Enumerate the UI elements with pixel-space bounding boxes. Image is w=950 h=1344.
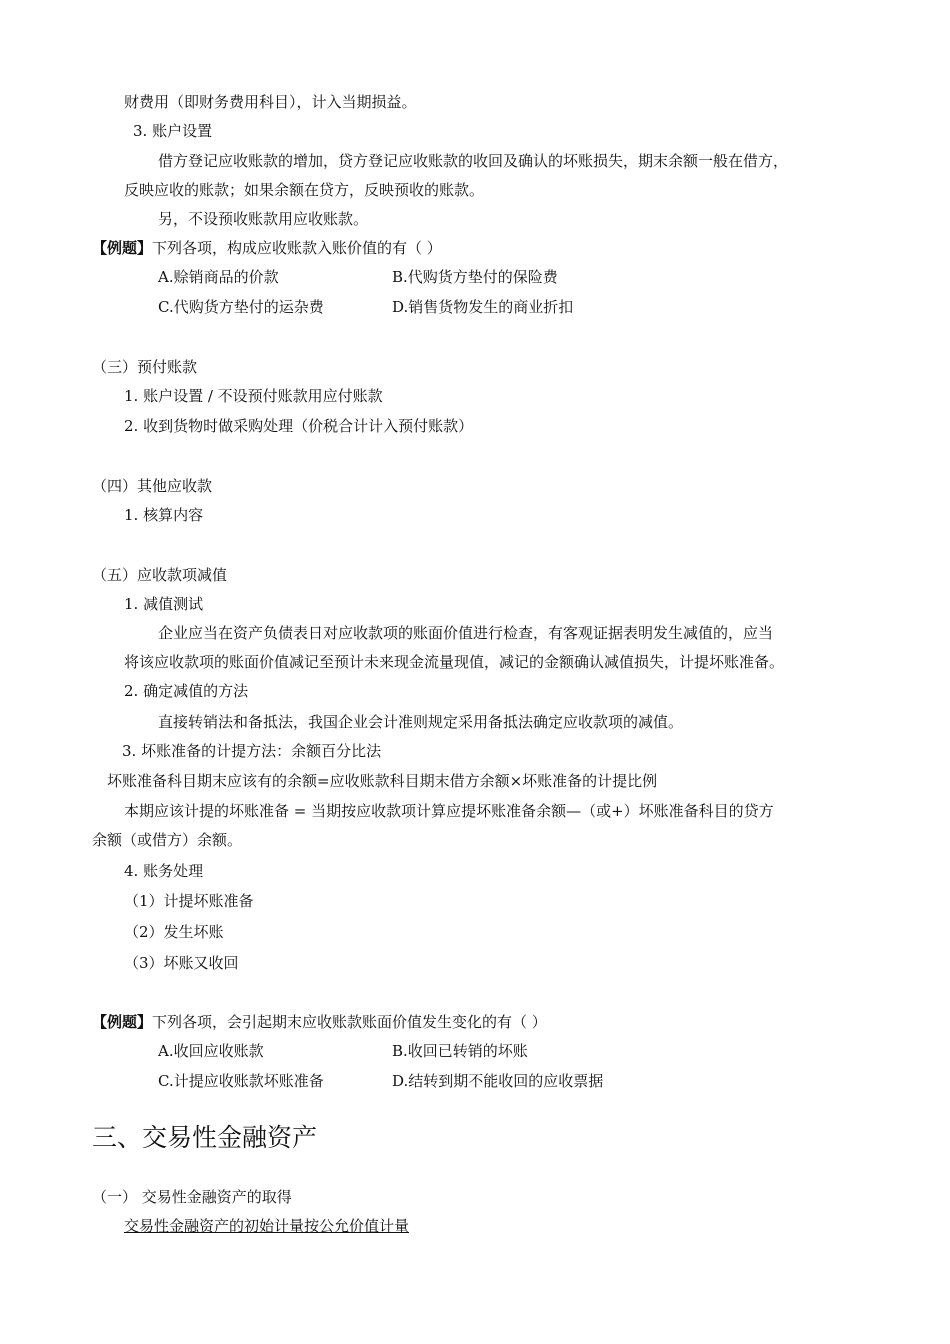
example-label: 【例题】 [92,239,153,257]
text-line: 另，不设预收账款用应收账款。 [158,210,369,228]
text-line: 1. 减值测试 [124,595,204,613]
text-line: 3. 坏账准备的计提方法：余额百分比法 [122,742,382,760]
example-question-2 [92,1012,547,1032]
text-line: （2）发生坏账 [124,923,224,941]
example-label: 【例题】 [92,1013,153,1031]
section-heading: （五）应收款项减值 [92,566,228,584]
option-c: C.计提应收账款坏账准备 [158,1072,324,1090]
text-line: 1. 账户设置 / 不设预付账款用应付账款 [124,387,383,405]
chapter-heading: 三、交易性金融资产 [92,1123,318,1152]
option-b: B.代购货方垫付的保险费 [392,268,558,286]
option-b: B.收回已转销的坏账 [392,1042,528,1060]
text-line: 企业应当在资产负债表日对应收款项的账面价值进行检查，有客观证据表明发生减值的，应当 [158,624,774,642]
subheading-account-setup: 3. 账户设置 [133,122,213,140]
option-a: A.收回应收账款 [158,1042,264,1060]
section-heading: （一） 交易性金融资产的取得 [92,1188,292,1206]
option-a: A.赊销商品的价款 [158,268,279,286]
section-heading: （四）其他应收款 [92,477,213,495]
text-line: （3）坏账又收回 [124,954,239,972]
option-c: C.代购货方垫付的运杂费 [158,298,324,316]
text-line: 1. 核算内容 [124,506,204,524]
example-text: 下列各项，构成应收账款入账价值的有（ ） [152,239,442,257]
text-line: 2. 确定减值的方法 [124,682,249,700]
underlined-text: 交易性金融资产的初始计量按公允价值计量 [124,1217,410,1235]
option-d: D.结转到期不能收回的应收票据 [392,1072,604,1090]
text-line: 2. 收到货物时做采购处理（价税合计计入预付账款） [124,417,474,435]
formula-line: 坏账准备科目期末应该有的余额=应收账款科目期末借方余额×坏账准备的计提比例 [107,772,658,790]
text-line: 借方登记应收账款的增加，贷方登记应收账款的收回及确认的坏账损失，期末余额一般在借方， [158,152,789,170]
option-d: D.销售货物发生的商业折扣 [392,298,574,316]
text-line: 4. 账务处理 [124,862,204,880]
text-line: 反映应收的账款；如果余额在贷方，反映预收的账款。 [124,181,485,199]
example-question-1 [92,238,442,258]
text-line: 直接转销法和备抵法，我国企业会计准则规定采用备抵法确定应收款项的减值。 [158,713,684,731]
text-line: 余额（或借方）余额。 [92,831,243,849]
formula-line: 本期应该计提的坏账准备 = 当期按应收款项计算应提坏账准备余额—（或+）坏账准备科目的贷方 [124,802,774,820]
example-text: 下列各项，会引起期末应收账款账面价值发生变化的有（ ） [152,1013,547,1031]
text-line: 将该应收款项的账面价值减记至预计未来现金流量现值，减记的金额确认减值损失，计提坏账准备。 [124,653,785,671]
section-heading: （三）预付账款 [92,358,198,376]
text-line: 财费用（即财务费用科目），计入当期损益。 [124,93,417,111]
text-line: （1）计提坏账准备 [124,892,254,910]
